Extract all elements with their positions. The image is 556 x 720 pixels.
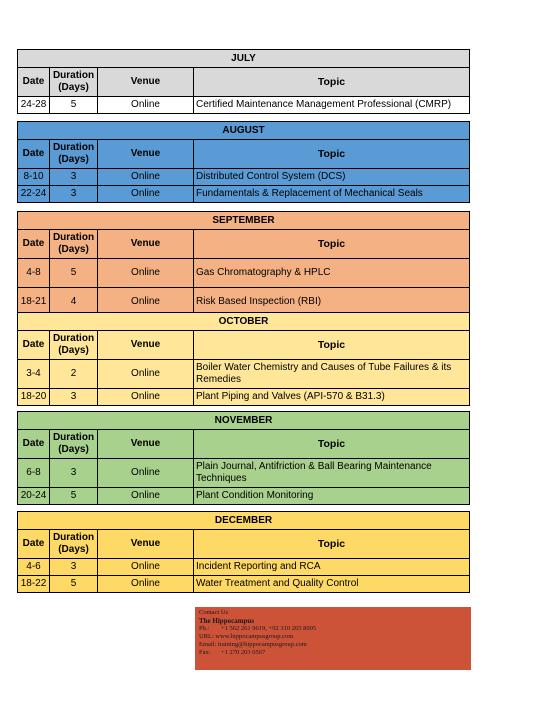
date-cell: 20-24: [18, 488, 50, 505]
month-block-december: [17, 511, 470, 593]
date-cell: 4-6: [18, 559, 50, 576]
fax-label: Fax:: [199, 649, 211, 656]
schedule-table-december: [17, 511, 470, 593]
date-cell: 18-21: [18, 288, 50, 317]
topic-cell: Water Treatment and Quality Control: [194, 576, 470, 593]
date-header: Date: [18, 530, 50, 559]
topic-cell: Risk Based Inspection (RBI): [194, 288, 470, 317]
topic-cell: Gas Chromatography & HPLC: [194, 259, 470, 288]
date-cell: 3-4: [18, 360, 50, 389]
schedule-table-november: [17, 411, 470, 505]
duration-cell: 3: [50, 186, 98, 203]
month-title: DECEMBER: [18, 512, 470, 530]
venue-cell: Online: [98, 576, 194, 593]
table-row: [18, 360, 470, 389]
month-title: SEPTEMBER: [18, 212, 470, 230]
fax-row: [199, 649, 467, 657]
topic-cell: Distributed Control System (DCS): [194, 169, 470, 186]
phone-row: [199, 625, 467, 633]
table-row: [18, 259, 470, 288]
date-cell: 4-8: [18, 259, 50, 288]
venue-cell: Online: [98, 559, 194, 576]
topic-header: Topic: [194, 140, 470, 169]
month-block-july: [17, 49, 470, 114]
topic-header: Topic: [194, 331, 470, 360]
phone-value: +1 562 261 9619, +92 310 265 8005: [221, 625, 317, 632]
table-row: [18, 559, 470, 576]
duration-header: Duration (Days): [50, 68, 98, 97]
fax-value: +1 270 203 0567: [221, 649, 266, 656]
venue-cell: Online: [98, 259, 194, 288]
date-cell: 24-28: [18, 97, 50, 114]
topic-header: Topic: [194, 230, 470, 259]
venue-header: Venue: [98, 430, 194, 459]
contact-heading: Contact Us: [199, 609, 229, 616]
duration-cell: 5: [50, 259, 98, 288]
topic-cell: Incident Reporting and RCA: [194, 559, 470, 576]
date-header: Date: [18, 331, 50, 360]
date-cell: 22-24: [18, 186, 50, 203]
topic-cell: Plant Piping and Valves (API-570 & B31.3): [194, 389, 470, 406]
date-cell: 6-8: [18, 459, 50, 488]
venue-cell: Online: [98, 459, 194, 488]
duration-cell: 5: [50, 97, 98, 114]
topic-cell: Fundamentals & Replacement of Mechanical Seals: [194, 186, 470, 203]
table-row: [18, 169, 470, 186]
venue-header: Venue: [98, 230, 194, 259]
duration-cell: 4: [50, 288, 98, 317]
month-title: NOVEMBER: [18, 412, 470, 430]
topic-cell: Boiler Water Chemistry and Causes of Tube Failures & its Remedies: [194, 360, 470, 389]
venue-cell: Online: [98, 389, 194, 406]
duration-header: Duration (Days): [50, 140, 98, 169]
venue-cell: Online: [98, 169, 194, 186]
date-cell: 18-22: [18, 576, 50, 593]
topic-header: Topic: [194, 68, 470, 97]
duration-cell: 5: [50, 576, 98, 593]
duration-cell: 3: [50, 459, 98, 488]
venue-header: Venue: [98, 68, 194, 97]
duration-header: Duration (Days): [50, 331, 98, 360]
company-name: The Hippocampus: [199, 617, 255, 625]
duration-cell: 2: [50, 360, 98, 389]
duration-header: Duration (Days): [50, 430, 98, 459]
schedule-table-october: [17, 312, 470, 406]
topic-cell: Plant Condition Monitoring: [194, 488, 470, 505]
duration-cell: 3: [50, 389, 98, 406]
venue-cell: Online: [98, 288, 194, 317]
duration-cell: 3: [50, 559, 98, 576]
venue-header: Venue: [98, 331, 194, 360]
date-cell: 8-10: [18, 169, 50, 186]
duration-header: Duration (Days): [50, 530, 98, 559]
table-row: [18, 389, 470, 406]
schedule-table-august: [17, 121, 470, 203]
month-block-august: [17, 121, 470, 203]
date-header: Date: [18, 430, 50, 459]
topic-header: Topic: [194, 530, 470, 559]
date-header: Date: [18, 140, 50, 169]
venue-cell: Online: [98, 488, 194, 505]
venue-cell: Online: [98, 186, 194, 203]
month-title: JULY: [18, 50, 470, 68]
phone-label: Ph.:: [199, 625, 210, 632]
duration-cell: 3: [50, 169, 98, 186]
venue-header: Venue: [98, 530, 194, 559]
month-title: OCTOBER: [18, 313, 470, 331]
url-line[interactable]: URL: www.hippocampusgroup.com: [199, 633, 294, 640]
schedule-table-july: [17, 49, 470, 114]
date-header: Date: [18, 230, 50, 259]
duration-header: Duration (Days): [50, 230, 98, 259]
table-row: [18, 488, 470, 505]
table-row: [18, 576, 470, 593]
month-block-september: [17, 211, 470, 317]
topic-cell: Plain Journal, Antifriction & Ball Bearing Maintenance Techniques: [194, 459, 470, 488]
schedule-table-september: [17, 211, 470, 317]
venue-cell: Online: [98, 97, 194, 114]
venue-header: Venue: [98, 140, 194, 169]
month-title: AUGUST: [18, 122, 470, 140]
table-row: [18, 459, 470, 488]
topic-cell: Certified Maintenance Management Professional (CMRP): [194, 97, 470, 114]
contact-box: [195, 607, 471, 670]
duration-cell: 5: [50, 488, 98, 505]
month-block-november: [17, 411, 470, 505]
month-block-october: [17, 312, 470, 406]
email-line[interactable]: Email: training@hippocampusgroup.com: [199, 641, 307, 648]
date-header: Date: [18, 68, 50, 97]
table-row: [18, 186, 470, 203]
date-cell: 18-20: [18, 389, 50, 406]
venue-cell: Online: [98, 360, 194, 389]
table-row: [18, 97, 470, 114]
topic-header: Topic: [194, 430, 470, 459]
